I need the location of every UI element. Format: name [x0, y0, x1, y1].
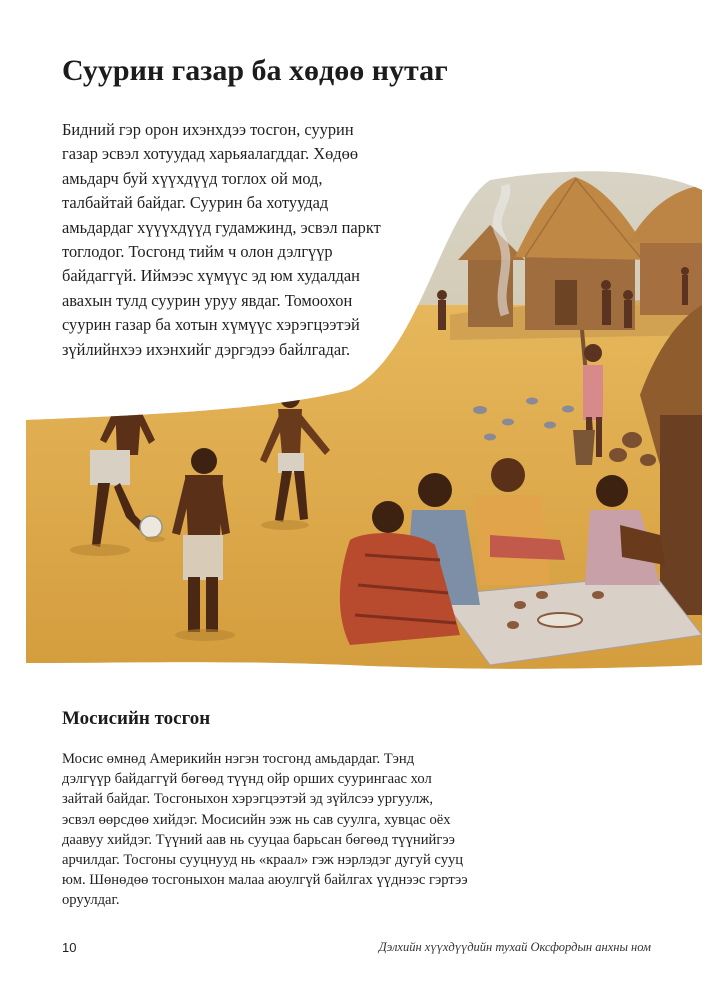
- intro-line: амьдардаг хүүүхдүүд гудамжинд, эсвэл паркт: [62, 217, 381, 237]
- body-paragraph: [62, 749, 662, 911]
- intro-line: суурин газар ба хотын хүмүүс хэрэгцээтэй: [62, 315, 360, 335]
- intro-line: байдаггүй. Иймээс хүмүүс эд юм худалдан: [62, 266, 360, 286]
- body-line: эсвэл өөрсдөө хийдэг. Мосисийн ээж нь сав суулга, хувцас оёх: [62, 811, 451, 828]
- intro-line: тоглодог. Тосгонд тийм ч олон дэлгүүр: [62, 242, 333, 262]
- body-line: оруулдаг.: [62, 892, 120, 909]
- body-line: юм. Шөнөдөө тосгоныхон малаа аюулгүй байлгах үүднээс гэртээ: [62, 872, 468, 889]
- intro-line: талбайтай байдаг. Суурин ба хотуудад: [62, 193, 329, 213]
- intro-line: амьдарч буй хүүхдүүд тоглох ой мод,: [62, 168, 323, 188]
- body-line: Мосис өмнөд Америкийн нэгэн тосгонд амьдардаг. Тэнд: [62, 751, 415, 767]
- intro-line: зүйлийнхээ ихэнхийг дэргэдээ байлгадаг.: [62, 339, 351, 359]
- intro-line: авахын тулд суурин уруу явдаг. Томоохон: [62, 290, 353, 310]
- page-number: 10: [62, 940, 77, 955]
- intro-line: Бидний гэр орон ихэнхдээ тосгон, суурин: [62, 120, 354, 139]
- intro-paragraph: [62, 118, 462, 362]
- section-title: Мосисийн тосгон: [62, 708, 211, 729]
- body-line: зайтай байдаг. Тосгоныхон хэрэгцээтэй эд зүйлсээ ургуулж,: [62, 791, 433, 808]
- body-line: даавуу хийдэг. Түүний аав нь сууцаа барьсан бөгөөд түүнийгээ: [62, 831, 455, 848]
- book-title-footer: Дэлхийн хүүхдүүдийн тухай Оксфордын анхны ном: [378, 940, 651, 954]
- body-line: арчилдаг. Тосгоны сууцнууд нь «краал» гэж нэрлэдэг дугуй сууц: [62, 852, 464, 869]
- page-title: Суурин газар ба хөдөө нутаг: [62, 54, 448, 87]
- football: [140, 516, 162, 538]
- body-line: дэлгүүр байдаггүй бөгөөд түүнд ойр орших суурингаас хол: [62, 771, 432, 788]
- intro-line: газар эсвэл хотуудад харьяалагддаг. Хөдөө: [62, 144, 359, 164]
